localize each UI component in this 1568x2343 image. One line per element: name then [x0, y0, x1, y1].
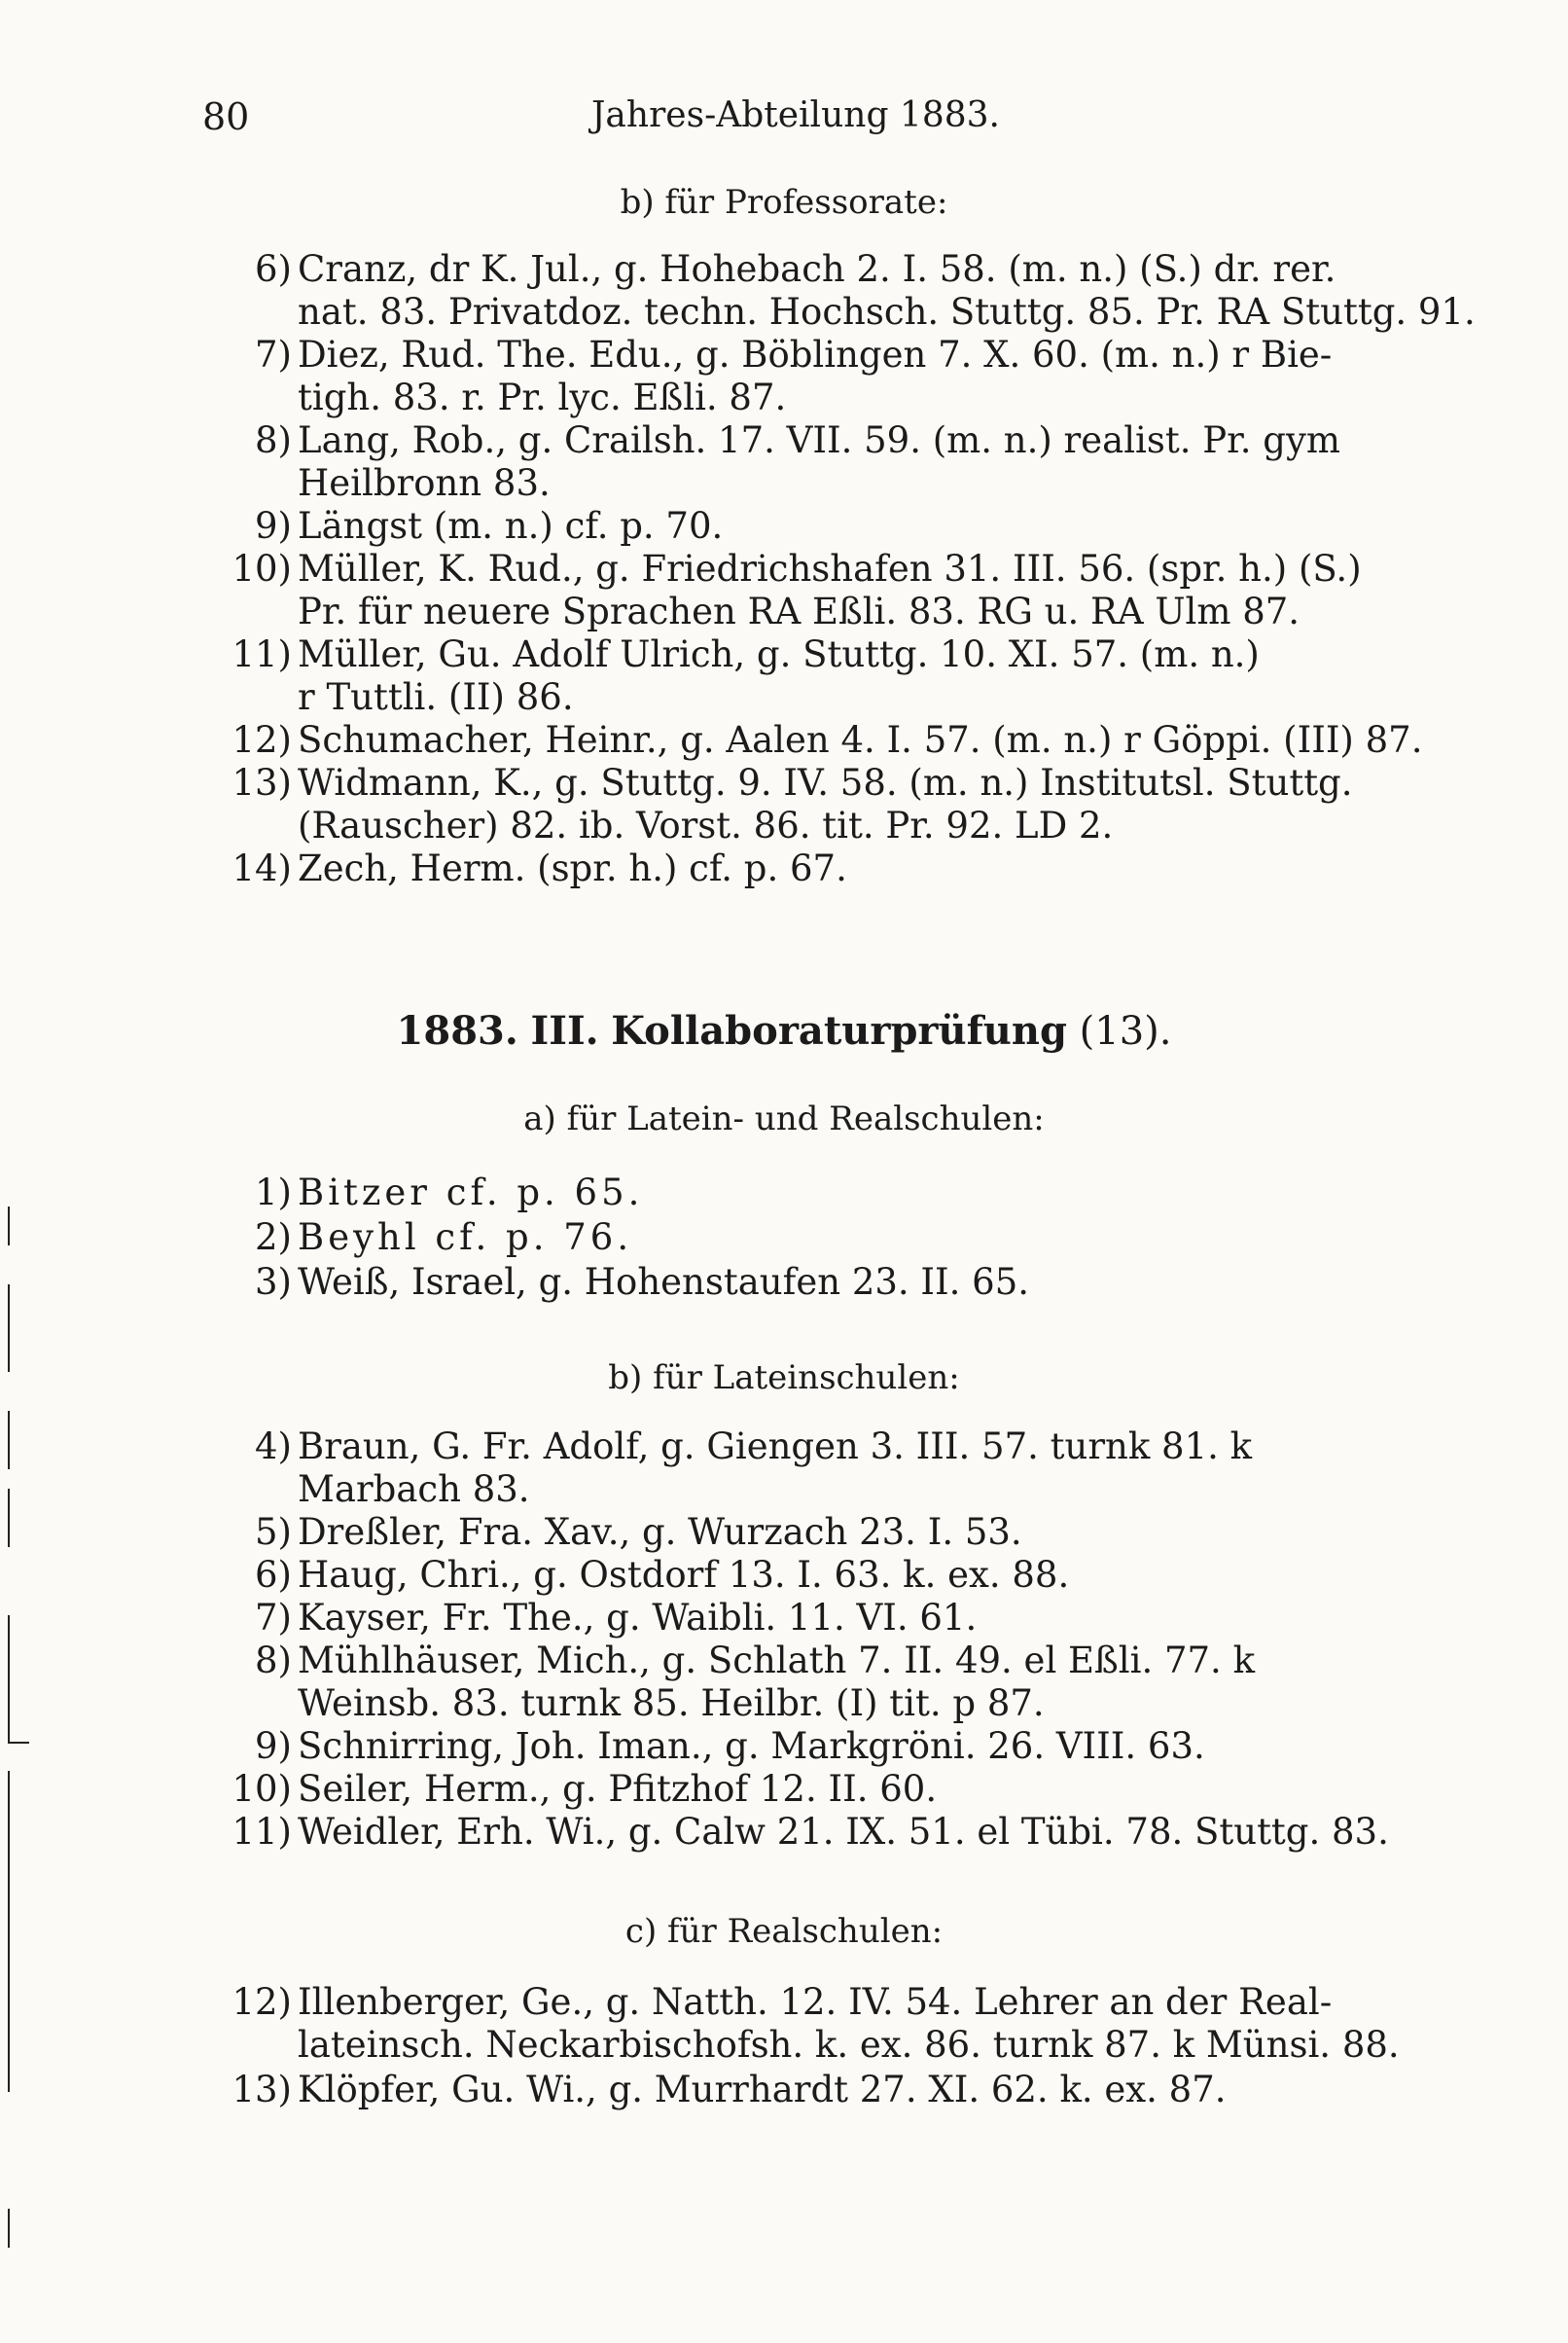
running-title: Jahres-Abteilung 1883. [591, 95, 1000, 135]
page-header [202, 95, 1389, 154]
section-heading-lateinschulen: b) für Lateinschulen: [608, 1358, 960, 1397]
document-page: 80 Jahres-Abteilung 1883. b) für Professorate: 6) Cranz, dr K. Jul., g. Hohebach 2. I. 58. (m. n.) (S.) dr. rer. nat. 83. Privatdoz. techn. Hochsch. Stuttg. 85. Pr. RA Stuttg. 91. 7) Diez, Rud. The. Edu., g. Böblingen 7. X. 60. (m. n.) r Bie- tigh. 83. r. Pr. lyc. Eßli. 87. 8) Lang, Rob., g. Crailsh. 17. VII. 59. (m. n.) realist. Pr. gym Heilbronn 83. 9) Längst (m. n.) cf. p. 70. 10) Müller, K. Rud., g. Friedrichshafen 31. III. 56. (spr. h.) (S.) Pr. für neuere Sprachen RA Eßli. 83. RG u. RA Ulm 87. 11) Müller, Gu. Adolf Ulrich, g. Stuttg. 10. XI. 57. (m. n.) r Tuttli. (II) 86. 12) Schumacher, Heinr., g. Aalen 4. I. 57. (m. n.) r Göppi. (III) 87. 13) Widmann, K., g. Stuttg. 9. IV. 58. (m. n.) Institutsl. Stuttg. (Rauscher) 82. ib. Vorst. 86. tit. Pr. 92. LD 2. 14) Zech, Herm. (spr. h.) cf. p. 67. 1883. III. Kollaboraturprüfung (13). a) für Latein- und Realschulen: 1) Bitzer cf. p. 65. 2) Beyhl cf. p. 76. 3) Weiß, Israel, g. Hohenstaufen 23. II. 65. b) für Lateinschulen: 4) Braun, G. Fr. Adolf, g. Giengen 3. III. 57. turnk 81. k Marbach 83. 5) Dreßler, Fra. Xav., g. Wurzach 23. I. 53. 6) Haug, Chri., g. Ostdorf 13. I. 63. k. ex. 88. 7) Kayser, Fr. The., g. Waibli. 11. VI. 61. 8) Mühlhäuser, Mich., g. Schlath 7. II. 49. el Eßli. 77. k Weinsb. 83. turnk 85. Heilbr. (I) tit. p 87. 9) Schnirring, Joh. Iman., g. Markgröni. 26. VIII. 63. 10) Seiler, Herm., g. Pfitzhof 12. II. 60. 11) Weidler, Erh. Wi., g. Calw 21. IX. 51. el Tübi. 78. Stuttg. 83. c) für Realschulen: 12) Illenberger, Ge., g. Natth. 12. IV. 54. Lehrer an der Real- lateinsch. Neckarbischofsh. k. ex. 86. turnk 87. k Münsi. 88. 13) Klöpfer, Gu. Wi., g. Murrhardt 27. XI. 62. k. ex. 87. [0, 0, 1568, 2343]
binding-marks [0, 0, 58, 2343]
section-heading-latein-real: a) für Latein- und Realschulen: [523, 1099, 1045, 1138]
section-heading-realschulen: c) für Realschulen: [624, 1912, 944, 1951]
section-heading-professorate: b) für Professorate: [620, 183, 948, 222]
section-title: 1883. III. Kollaboraturprüfung (13). [396, 1008, 1172, 1054]
page-number: 80 [202, 95, 250, 138]
